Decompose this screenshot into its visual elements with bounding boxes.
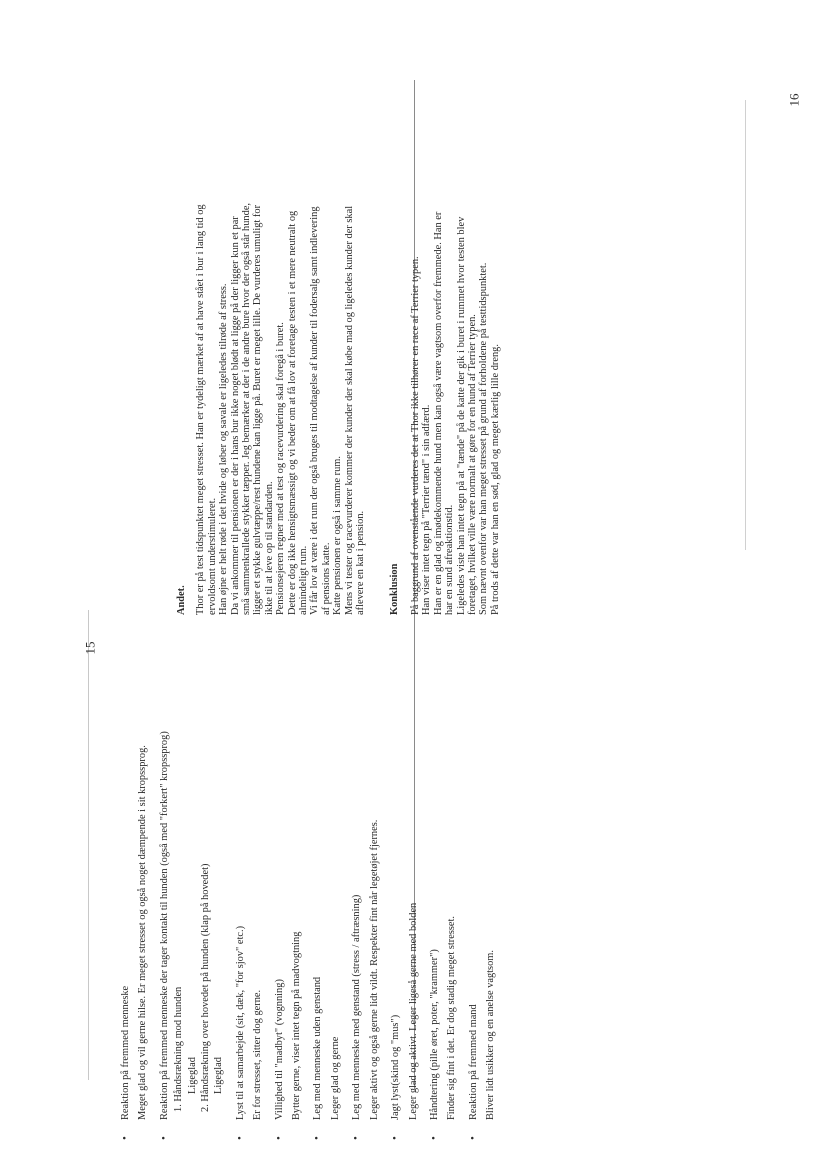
text-line: Pensionsejeren regner med at test og racevurdering skal foregå i buret. (275, 322, 287, 615)
konklusion-section (389, 95, 502, 615)
text-line: Han er en glad og imødekommende hund men kan også være vagtsom overfor fremmede. Han er (432, 211, 444, 615)
bullet-title: Jagt lyst(skind og "mus") (390, 1014, 402, 1120)
right-margin-line (745, 100, 746, 550)
text-line: små sammenkrallede stykker tæpper. Jeg bemærker at der i de andre bure hvor der også står hunde, (241, 202, 253, 615)
bullet-icon: • (389, 1136, 402, 1140)
text-line: Som nævnt ovenfor var han meget stresset på grund af forholdene på testtidspunktet. (478, 262, 490, 615)
right-page-content (176, 95, 501, 615)
bullet-title: Leg med menneske uden genstand (312, 976, 324, 1120)
bullet-body: Leger glad og aktivt. Leger ligeså gerne med bolden (407, 902, 419, 1120)
bullet-title: Lyst til at samarbejde (sit, dæk, "for sjov" etc.) (234, 925, 246, 1120)
bullet-icon: • (119, 1136, 131, 1140)
text-line: Katte pensionen er også i samme rum. (332, 456, 344, 615)
sub-item: 1. Håndsrækning mod hunden (173, 986, 185, 1112)
bullet-body: Bliver lidt usikker og en anelse vagtsom. (485, 950, 497, 1120)
bullet-body: Bytter gerne, viser intet tegn på madvogtning (291, 931, 303, 1120)
page-number-right: 16 (786, 93, 802, 107)
text-line: ikke til at leve op til standarden. (263, 481, 275, 615)
bullet-icon: • (427, 1136, 440, 1140)
left-margin-line (88, 610, 89, 1080)
page-number-left: 15 (82, 641, 98, 655)
bullet-title: Reaktion på fremmed mand (467, 1004, 479, 1120)
text-line: Ligeledes viste han intet tegn på at "tænde" på de katte der gik i buret i rummet hvor testen blev (455, 216, 467, 615)
bullet-title: Reaktion på fremmed menneske (120, 985, 131, 1120)
sub-item: Ligeglad (186, 1057, 198, 1094)
text-line: af pensions katte. (320, 542, 332, 615)
text-line: Han viser intet tegn på "Terrier tænd" i sin adfærd. (421, 404, 433, 615)
text-line: Mens vi tester og racevurderer kommer der kunder der skal købe mad og ligeledes kunder der skal (343, 205, 355, 615)
sub-item: 2. Håndsrækning over hovedet på hunden (klap på hovedet) (200, 863, 212, 1112)
text-line: På baggrund af ovenstående vurderes det at Thor ikke tilhører en race af Terrier typen. (409, 256, 421, 615)
sub-item: Ligeglad (213, 1057, 225, 1094)
bullet-title: Håndtering (pille øret, poter, "krammer") (428, 949, 440, 1120)
bullet-icon: • (233, 1136, 246, 1140)
text-line: almindeligt rum. (298, 545, 310, 615)
text-line: Da vi ankommer til pensionen er der i hans bur ikke noget blødt at ligge på der ligger kun et par (229, 216, 241, 615)
bullet-body: Er for stresset, sitter dog gerne. (252, 989, 264, 1120)
andet-heading: Andet. (176, 585, 187, 615)
bullet-title: Villighed til "madbyt" (vognning) (273, 979, 285, 1120)
konklusion-heading: Konklusion (388, 563, 400, 615)
bullet-item (120, 500, 149, 1140)
text-line: ervoldsomt understimuleret. (206, 497, 218, 615)
text-line: har en sund afreaktionstid. (444, 504, 456, 615)
text-line: aflevere en kat i pension. (355, 510, 367, 615)
bullet-title: Leg med menneske med genstand (stress / aftræsning) (351, 894, 363, 1120)
bullet-icon: • (466, 1136, 479, 1140)
bullet-title: Reaktion på fremmed menneske der tager kontakt til hunden (også med "forkert" kropssprog) (158, 731, 170, 1120)
text-line: På trods af dette var han en sød, glad og meget kærlig lille dreng. (489, 344, 501, 615)
andet-section (195, 95, 366, 615)
bullet-icon: • (272, 1136, 285, 1140)
konklusion-text (410, 95, 501, 615)
text-line: Thor er på test tidspunktet meget stresset. Han er tydeligt mærket af at have stået i bur i lang tid og (195, 204, 207, 615)
bullet-body: Finder sig fint i det. Er dog stadig meget stresset. (446, 915, 458, 1120)
bullet-icon: • (350, 1136, 363, 1140)
text-line: Vi får lov at være i det rum der også bruges til modtagelse af kunder til fodersalg samt indlevering (309, 206, 321, 615)
bullet-body: Leger aktivt og også gerne lidt vildt. Respekter fint når legetøjet fjernes. (368, 819, 380, 1120)
bullet-body: Leger glad og gerne (329, 1036, 341, 1120)
text-line: Dette er dog ikke hensigtsmæssigt og vi beder om at få lov at foretage testen i et mere neutralt og (286, 210, 298, 615)
text-line: ligger et stykke gulvtæppe/rest hundene kan ligge på. Buret er meget lille. De vurderes umuligt for (252, 204, 264, 615)
text-line: Han øjne er helt røde i det hvide og løber og savale er ligeledes tilrøde af stress. (218, 283, 230, 615)
text-line: foretaget, hvilket ville være normalt at gøre for en hund af Terrier typen. (466, 314, 478, 615)
bullet-icon: • (157, 1136, 170, 1140)
bullet-body: Meget glad og vil gerne hilse. Er meget stresset og også noget dæmpende i sit kropssprog. (137, 745, 149, 1120)
bullet-icon: • (311, 1136, 324, 1140)
